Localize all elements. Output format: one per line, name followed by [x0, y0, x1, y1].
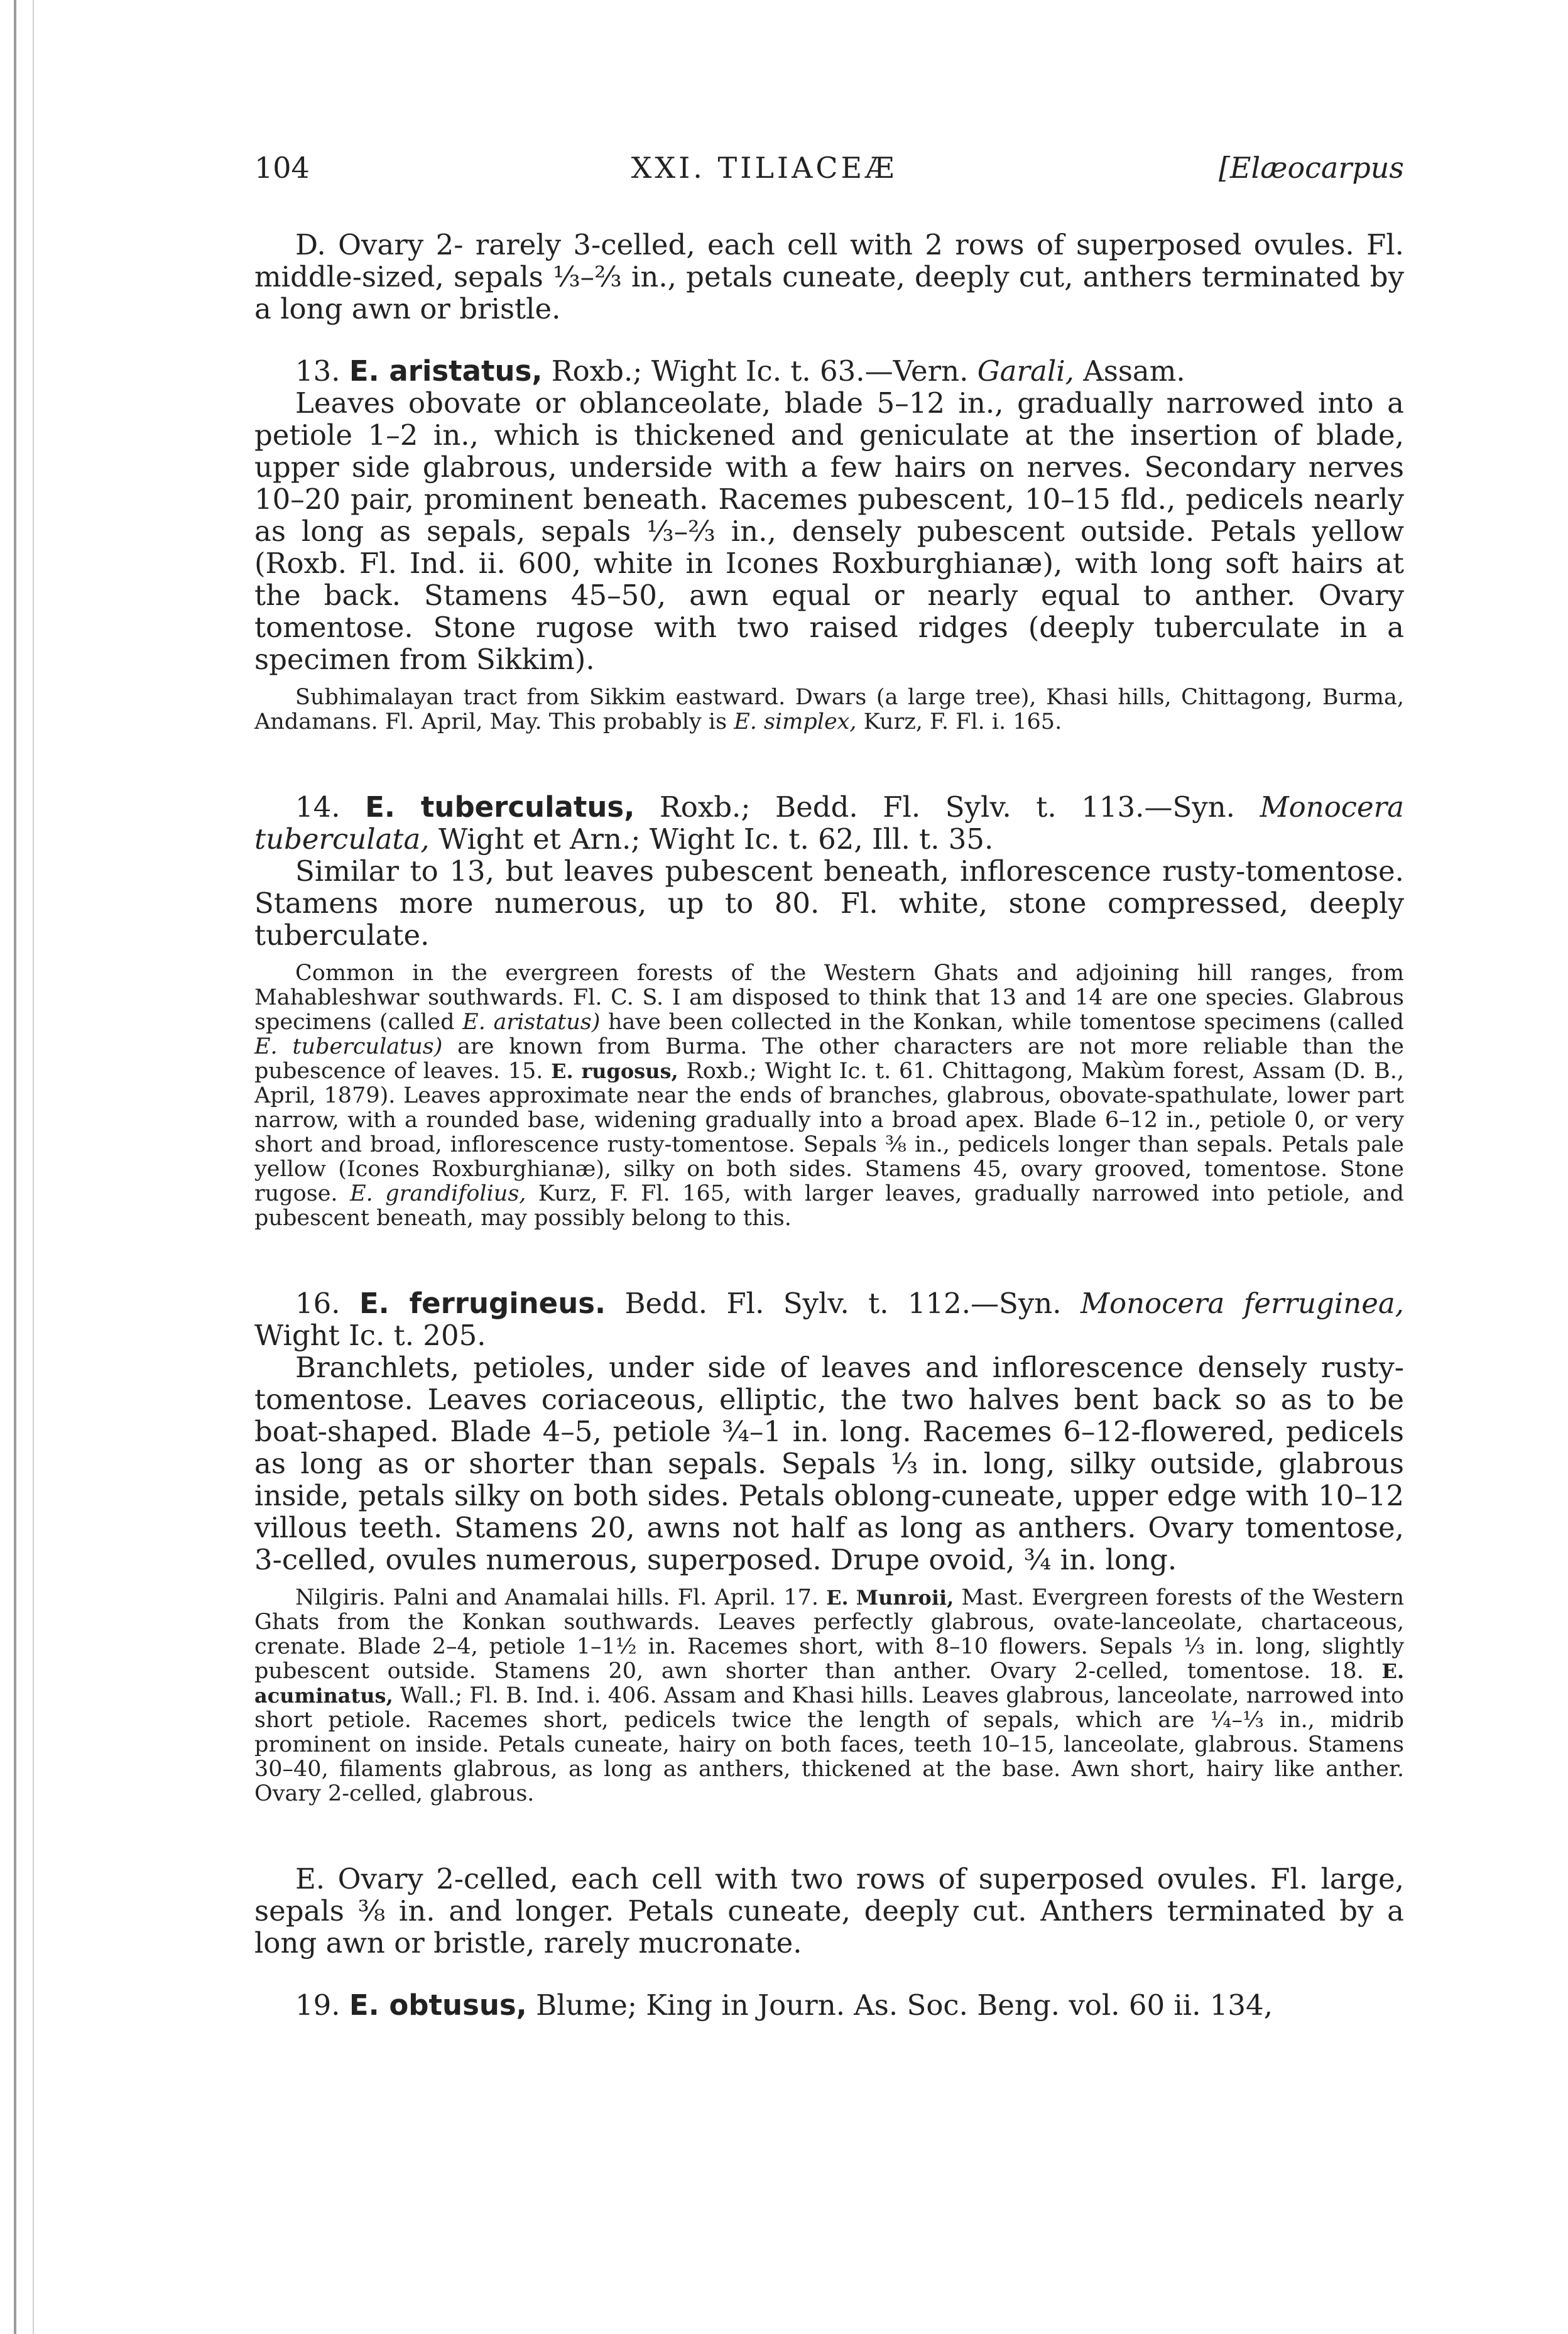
vernacular-name: Garali, — [977, 354, 1074, 388]
species-note: Common in the evergreen forests of the Western Ghats and adjoining hill ranges, from Mahableshwar southwards. Fl. C. S. I am disposed to think that 13 and 14 are one species. Glabrous specimens (called E. aristatus) have been collected in the Konkan, while tomentose specimens (called E. tuberculatus) are known from Burma. The other characters are not more reliable than the pubescence of leaves. 15. E. rugosus, Roxb.; Wight Ic. t. 61. Chittagong, Makùm forest, Assam (D. B., April, 1879). Leaves approximate near the ends of branches, glabrous, obovate-spathulate, lower part narrow, with a rounded base, widening gradually into a broad apex. Blade 6–12 in., petiole 0, or very short and broad, inflorescence rusty-tomentose. Sepals ⅜ in., pedicels longer than sepals. Petals pale yellow (Icones Roxburghianæ), silky on both sides. Stamens 45, ovary grooved, tomentose. Stone rugose. E. grandifolius, Kurz, F. Fl. 165, with larger leaves, gradually narrowed into petiole, and pubescent beneath, may possibly belong to this. — [254, 961, 1405, 1231]
scan-edge-line — [14, 0, 16, 2334]
species-description: Branchlets, petioles, under side of leaves and inflorescence densely rusty-tomentose. Leaves coriaceous, elliptic, the two halves bent back so as to be boat-shaped. Blade 4–5, petiole ¾–1 in. long. Racemes 6–12-flowered, pedicels as long as or shorter than sepals. Sepals ⅓ in. long, silky outside, glabrous inside, petals silky on both sides. Petals oblong-cuneate, upper edge with 10–12 villous teeth. Stamens 20, awns not half as long as anthers. Ovary tomentose, 3-celled, ovules numerous, superposed. Drupe ovoid, ¾ in. long. — [254, 1351, 1404, 1576]
species-note: Nilgiris. Palni and Anamalai hills. Fl. April. 17. E. Munroii, Mast. Evergreen forests of the Western Ghats from the Konkan southwards. Leaves perfectly glabrous, ovate-lanceolate, chartaceous, crenate. Blade 2–4, petiole 1–1½ in. Racemes short, with 8–10 flowers. Sepals ⅓ in. long, slightly pubescent outside. Stamens 20, awn shorter than anther. Ovary 2-celled, tomentose. 18. E. acuminatus, Wall.; Fl. B. Ind. i. 406. Assam and Khasi hills. Leaves glabrous, lanceolate, narrowed into short petiole. Racemes short, pedicels twice the length of sepals, which are ¼–⅓ in., midrib prominent on inside. Petals cuneate, hairy on both faces, teeth 10–15, lanceolate, glabrous. Stamens 30–40, filaments glabrous, as long as anthers, thickened at the base. Awn short, hairy like anther. Ovary 2-celled, glabrous. — [254, 1585, 1404, 1806]
synonym-name: Monocera tuberculata, — [254, 790, 1404, 856]
species-citation-cont: Wight et Arn.; Wight Ic. t. 62, Ill. t. 35. — [438, 822, 994, 856]
species-19 — [254, 1989, 1404, 2021]
scan-edge-shadow — [33, 0, 34, 2334]
family-title: XXI. TILIACEÆ — [631, 151, 898, 185]
synonym-name: Monocera ferruginea, — [1080, 1287, 1404, 1320]
species-number: 13. — [295, 354, 340, 388]
species-note: Subhimalayan tract from Sikkim eastward. Dwars (a large tree), Khasi hills, Chittagong, Burma, Andamans. Fl. April, May. This probably is E. simplex, Kurz, F. Fl. i. 165. — [254, 685, 1404, 734]
species-description: Leaves obovate or oblanceolate, blade 5–12 in., gradually narrowed into a petiole 1–2 in., which is thickened and geniculate at the insertion of blade, upper side glabrous, underside with a few hairs on nerves. Secondary nerves 10–20 pair, prominent beneath. Racemes pubescent, 10–15 fld., pedicels nearly as long as sepals, sepals ⅓–⅔ in., densely pubescent outside. Petals yellow (Roxb. Fl. Ind. ii. 600, white in Icones Roxburghianæ), with long soft hairs at the back. Stamens 45–50, awn equal or nearly equal to anther. Ovary tomentose. Stone rugose with two raised ridges (deeply tuberculate in a specimen from Sikkim). — [254, 386, 1404, 676]
species-number: 16. — [295, 1287, 340, 1320]
species-name: E. aristatus, — [349, 354, 543, 388]
key-paragraph-e: E. Ovary 2-celled, each cell with two rows of superposed ovules. Fl. large, sepals ⅜ in. and longer. Petals cuneate, deeply cut. Anthers terminated by a long awn or bristle, rarely mucronate. — [254, 1862, 1404, 1960]
genus-running-head: [Elæocarpus — [1218, 151, 1404, 185]
species-citation: Bedd. Fl. Sylv. t. 112.—Syn. — [624, 1287, 1062, 1320]
species-citation: Roxb.; Bedd. Fl. Sylv. t. 113.—Syn. — [659, 790, 1235, 824]
species-citation: Roxb.; Wight Ic. t. 63.—Vern. — [551, 354, 969, 388]
species-16 — [254, 1287, 1404, 1806]
species-13 — [254, 355, 1404, 734]
species-description: Similar to 13, but leaves pubescent beneath, inflorescence rusty-tomentose. Stamens more numerous, up to 80. Fl. white, stone compressed, deeply tuberculate. — [254, 854, 1404, 952]
document-page — [254, 151, 1404, 2021]
species-name: E. tuberculatus, — [365, 790, 635, 824]
species-citation-cont: Wight Ic. t. 205. — [254, 1319, 486, 1352]
page-header — [254, 151, 1404, 185]
vernacular-region: Assam. — [1083, 354, 1185, 388]
species-name: E. ferrugineus. — [359, 1287, 606, 1320]
species-citation: Blume; King in Journ. As. Soc. Beng. vol. 60 ii. 134, — [536, 1988, 1273, 2022]
species-name: E. obtusus, — [349, 1988, 527, 2022]
species-number: 14. — [295, 790, 340, 824]
species-14 — [254, 791, 1404, 1231]
key-paragraph-d: D. Ovary 2- rarely 3-celled, each cell with 2 rows of superposed ovules. Fl. middle-sized, sepals ⅓–⅔ in., petals cuneate, deeply cut, anthers terminated by a long awn or bristle. — [254, 228, 1404, 325]
species-number: 19. — [295, 1988, 340, 2022]
page-number: 104 — [254, 151, 310, 185]
